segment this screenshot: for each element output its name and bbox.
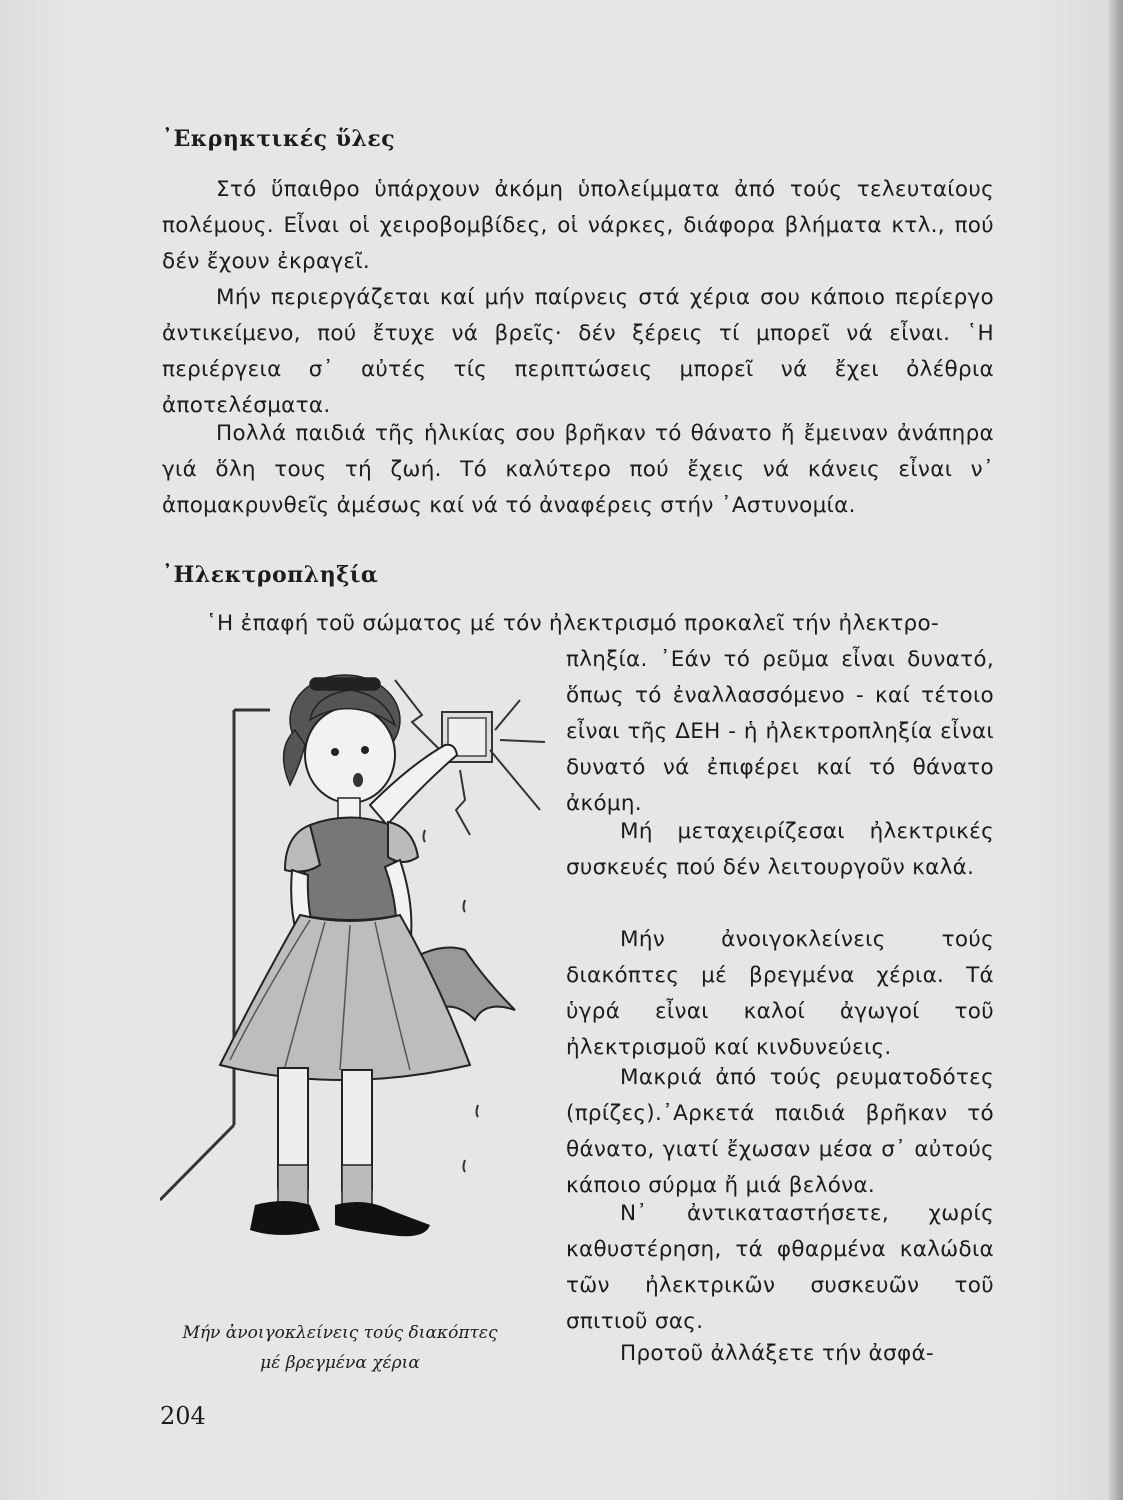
figure-caption-line-1: Μήν ἀνοιγοκλείνεις τούς διακόπτες bbox=[182, 1323, 498, 1343]
figure-caption-line-2: μέ βρεγμένα χέρια bbox=[260, 1353, 420, 1373]
paragraph-electro-1: Μή μεταχειρίζεσαι ἠλεκτρικές συσκευές πού δέν λειτουργοῦν καλά. bbox=[566, 819, 994, 880]
paragraph-electro-intro: πληξία. ᾿Εάν τό ρεῦμα εἶναι δυνατό, ὅπως τό ἐναλλασσόμενο - καί τέτοιο εἶναι τῆς ΔΕΗ - ἡ ἠλεκτροπληξία εἶναι δυνατό νά ἐπιφέρει καί τό θάνατο ἀκόμη. bbox=[566, 647, 994, 816]
paragraph-explosives-3: Πολλά παιδιά τῆς ἡλικίας σου βρῆκαν τό θάνατο ἤ ἔμειναν ἀνάπηρα γιά ὅλη τους τή ζωή. Τό καλύτερο πού ἔχεις νά κάνεις εἶναι ν᾿ ἀπομακρυνθεῖς ἀμέσως καί νά τό ἀναφέρεις στήν ᾿Αστυνομία. bbox=[162, 421, 994, 518]
paragraph-electro-2: Μήν ἀνοιγοκλείνεις τούς διακόπτες μέ βρεγμένα χέρια. Τά ὑγρά εἶναι καλοί ἀγωγοί τοῦ ἠλεκτρισμοῦ καί κινδυνεύεις. bbox=[566, 927, 994, 1060]
page-number: 204 bbox=[160, 1402, 206, 1430]
girl-face bbox=[305, 707, 395, 803]
paragraph-electro-4: Ν᾿ ἀντικαταστήσετε, χωρίς καθυστέρηση, τά φθαρμένα καλώδια τῶν ἠλεκτρικῶν συσκευῶν τοῦ σπιτιοῦ σας. bbox=[566, 1201, 994, 1334]
paragraph-electro-5: Προτοῦ ἀλλάξετε τήν ἀσφά- bbox=[620, 1341, 934, 1366]
paragraph-explosives-2: Μήν περιεργάζεται καί μήν παίρνεις στά χέρια σου κάποιο περίεργο ἀντικείμενο, πού ἔτυχε νά βρεῖς· δέν ξέρεις τί μπορεῖ νά εἶναι. ῾Η περιέργεια σ᾿ αὐτές τίς περιπτώσεις μπορεῖ νά ἔχει ὀλέθρια ἀποτελέσματα. bbox=[162, 285, 994, 418]
paragraph-electro-intro-line: ῾Η ἐπαφή τοῦ σώματος μέ τόν ἠλεκτρισμό προκαλεῖ τήν ἠλεκτρο- bbox=[206, 611, 940, 636]
paragraph-explosives-1: Στό ὕπαιθρο ὑπάρχουν ἀκόμη ὑπολείμματα ἀπό τούς τελευταίους πολέμους. Εἶναι οἱ χειροβομβίδες, οἱ νάρκες, διάφορα βλήματα κτλ., πού δέν ἔχουν ἐκραγεῖ. bbox=[162, 177, 994, 274]
figure-caption bbox=[160, 1318, 520, 1378]
girl-touching-switch-illustration bbox=[160, 660, 550, 1310]
page-edge bbox=[1109, 0, 1123, 1500]
heading-electrocution: ᾿Ηλεκτροπληξία bbox=[162, 562, 379, 588]
heading-explosives: ᾿Εκρηκτικές ὕλες bbox=[162, 126, 396, 152]
girl-left-shoe bbox=[250, 1201, 320, 1235]
girl-right-shoe bbox=[335, 1202, 430, 1236]
paragraph-electro-3: Μακριά ἀπό τούς ρευματοδότες (πρίζες).᾿Αρκετά παιδιά βρῆκαν τό θάνατο, γιατί ἔχωσαν μέσα σ᾿ αὐτούς κάποιο σύρμα ἤ μιά βελόνα. bbox=[566, 1065, 994, 1198]
